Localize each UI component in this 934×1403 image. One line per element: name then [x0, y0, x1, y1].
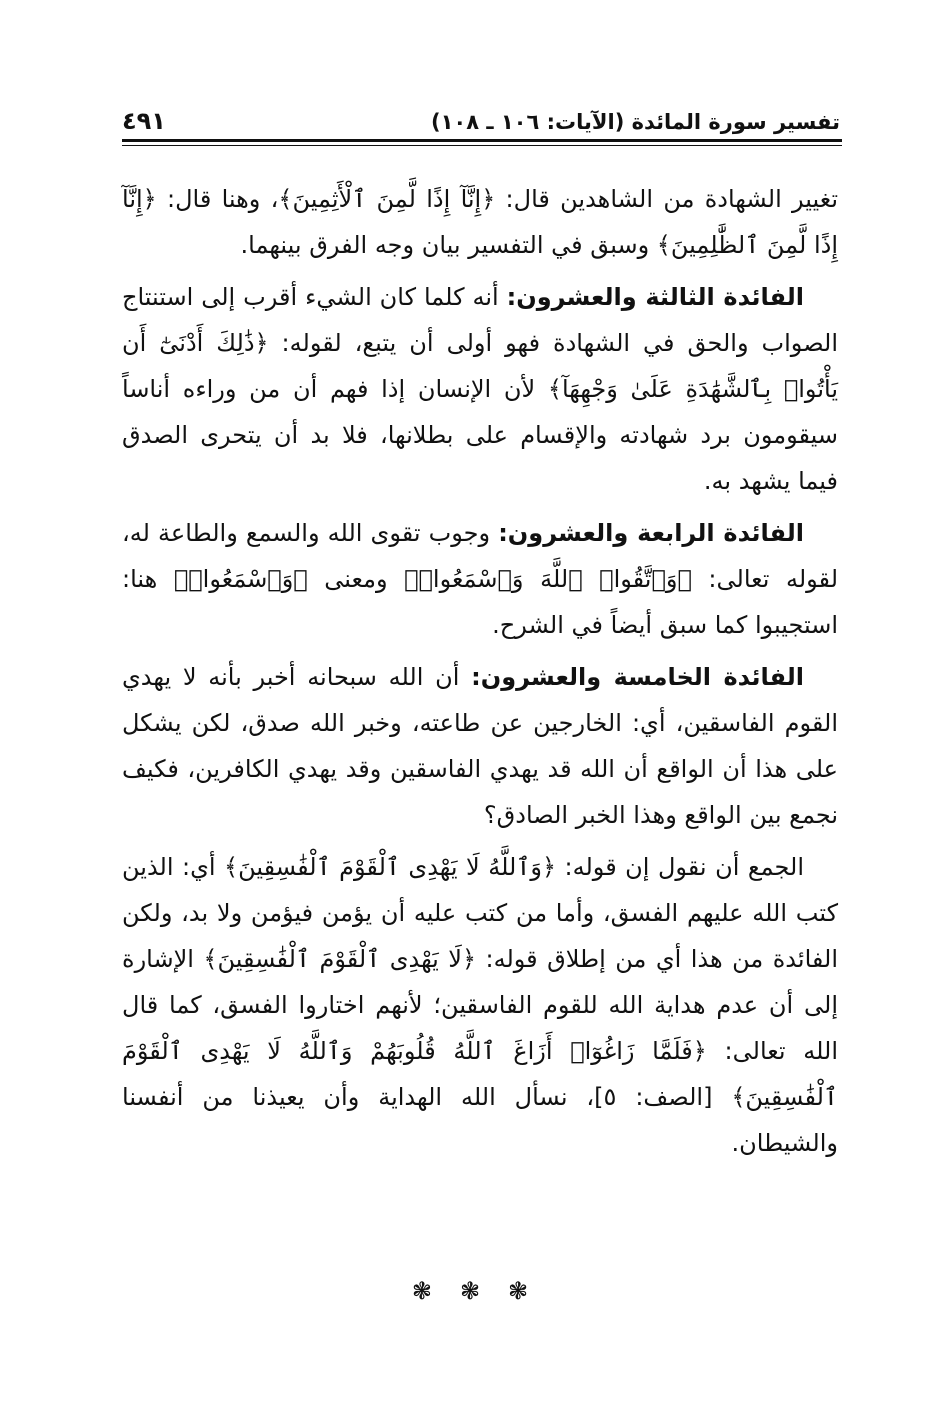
body-text: [122, 176, 838, 1172]
page-number: ٤٩١: [122, 107, 166, 135]
paragraph-lead: الفائدة الثالثة والعشرون:: [506, 283, 804, 311]
flower-ornament-icon: ❃: [459, 1277, 481, 1305]
running-head: تفسير سورة المائدة (الآيات: ١٠٦ ـ ١٠٨): [430, 110, 840, 134]
header-rule-thin: [122, 145, 842, 146]
paragraph-4: [122, 654, 838, 838]
paragraph-text: أن الله سبحانه أخبر بأنه لا يهدي القوم الفاسقين، أي: الخارجين عن طاعته، وخبر الله صدق، لكن يشكل على هذا أن الواقع أن الله قد يهدي الفاسقين وقد يهدي الكافرين، فكيف نجمع بين الواقع وهذا الخبر الصادق؟: [122, 663, 838, 829]
paragraph-1: [122, 176, 838, 268]
paragraph-text: تغيير الشهادة من الشاهدين قال: ﴿إِنَّآ إِذًا لَّمِنَ ٱلْأَثِمِينَ﴾، وهنا قال: ﴿إِنَّآ إِذًا لَّمِنَ ٱلظَّٰلِمِينَ﴾ وسبق في التفسير بيان وجه الفرق بينهما.: [122, 185, 838, 259]
section-end-ornaments: [380, 1276, 560, 1306]
header-rule-thick: [122, 139, 842, 142]
flower-ornament-icon: ❃: [508, 1277, 529, 1305]
flower-ornament-icon: ❃: [411, 1277, 432, 1305]
paragraph-5: [122, 844, 838, 1166]
paragraph-lead: الفائدة الخامسة والعشرون:: [471, 663, 805, 691]
paragraph-text: وجوب تقوى الله والسمع والطاعة له، لقوله تعالى: ﴿وَٱتَّقُوا۟ ٱللَّهَ وَٱسْمَعُوا۟﴾ ومعنى ﴿وَٱسْمَعُوا۟﴾ هنا: استجيبوا كما سبق أيضاً في الشرح.: [122, 519, 838, 639]
paragraph-text: أنه كلما كان الشيء أقرب إلى استنتاج الصواب والحق في الشهادة فهو أولى أن يتبع، لقوله: ﴿ذَٰلِكَ أَدْنَىٰٓ أَن يَأْتُوا۟ بِٱلشَّهَٰدَةِ عَلَىٰ وَجْهِهَآ﴾ لأن الإنسان إذا فهم أن من وراءه أناساً سيقومون برد شهادته والإقسام على بطلانها، فلا بد أن يتحرى الصدق فيما يشهد به.: [122, 283, 838, 495]
paragraph-text: الجمع أن نقول إن قوله: ﴿وَٱللَّهُ لَا يَهْدِى ٱلْقَوْمَ ٱلْفَٰسِقِينَ﴾ أي: الذين كتب الله عليهم الفسق، وأما من كتب عليه أن يؤمن فيؤمن ولا بد، ولكن الفائدة من هذا أي من إطلاق قوله: ﴿لَا يَهْدِى ٱلْقَوْمَ ٱلْفَٰسِقِينَ﴾ الإشارة إلى أن عدم هداية الله للقوم الفاسقين؛ لأنهم اختاروا الفسق، كما قال الله تعالى: ﴿فَلَمَّا زَاغُوٓا۟ أَزَاغَ ٱللَّهُ قُلُوبَهُمْ وَٱللَّهُ لَا يَهْدِى ٱلْقَوْمَ ٱلْفَٰسِقِينَ﴾ [الصف: ٥]، نسأل الله الهداية وأن يعيذنا من أنفسنا والشيطان.: [122, 853, 838, 1157]
paragraph-lead: الفائدة الرابعة والعشرون:: [498, 519, 804, 547]
paragraph-3: [122, 510, 838, 648]
page-header: [122, 96, 840, 136]
paragraph-2: [122, 274, 838, 504]
